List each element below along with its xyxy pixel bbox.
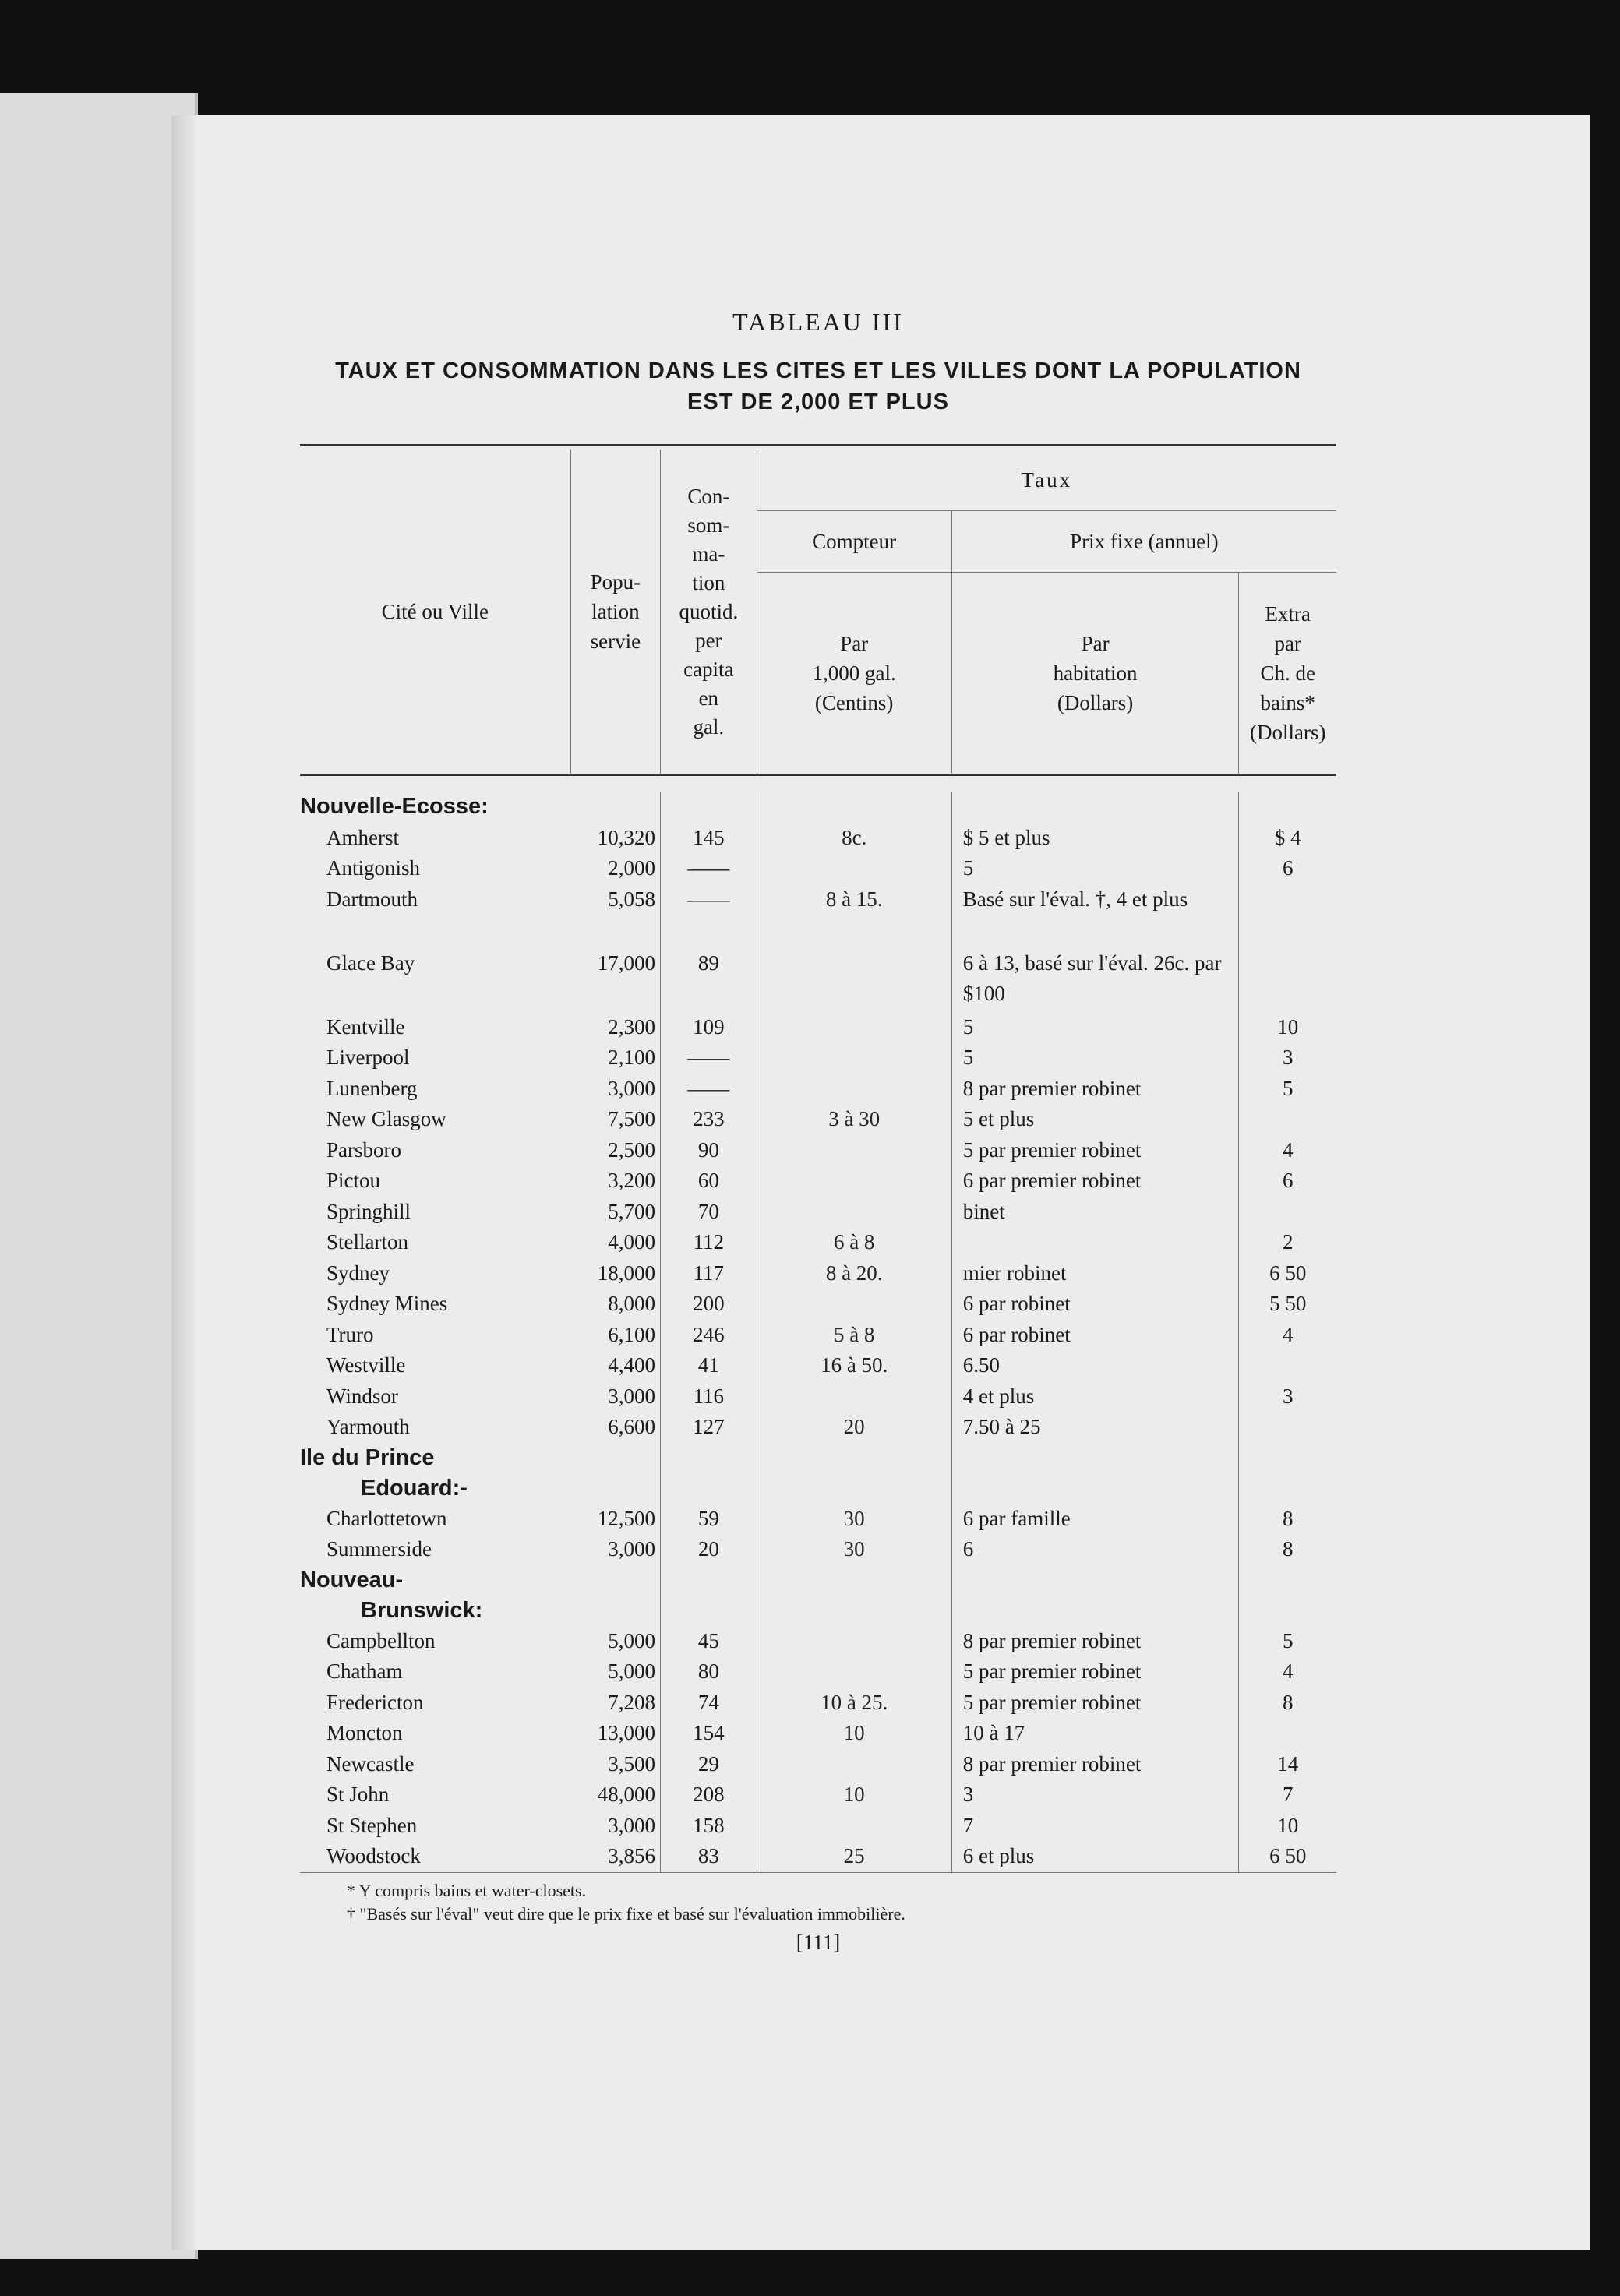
footnotes: [300, 1879, 1336, 1926]
table-row: [300, 1656, 1336, 1688]
fixed-rate-cell: 3: [951, 1779, 1239, 1811]
city-name: St John: [326, 1783, 390, 1806]
fixed-rate-cell: 6 à 13, basé sur l'éval. 26c. par $100: [951, 948, 1239, 1012]
city-name: Liverpool: [326, 1046, 410, 1069]
col-par-habitation: Par habitation (Dollars): [951, 573, 1239, 775]
empty-cell: [757, 1443, 951, 1504]
consumption-cell: 208: [661, 1779, 757, 1811]
city-name: Amherst: [326, 825, 399, 849]
consumption-cell: 29: [661, 1749, 757, 1780]
empty-cell: [757, 1565, 951, 1626]
city-name: Stellarton: [326, 1230, 408, 1254]
heading-line-2: EST DE 2,000 ET PLUS: [687, 390, 949, 414]
city-name: Windsor: [326, 1384, 398, 1408]
bath-extra-cell: 10: [1277, 1014, 1299, 1039]
bath-extra-cell: [1239, 1104, 1336, 1135]
meter-rate-cell: 5 à 8: [757, 1320, 951, 1351]
city-name: Lunenberg: [326, 1076, 418, 1100]
city-name: Dartmouth: [326, 887, 418, 911]
left-page-edge: [0, 93, 198, 2259]
meter-rate-cell: [757, 1135, 951, 1166]
bath-extra-cell: [1239, 884, 1336, 948]
population-cell: 4,400: [570, 1350, 660, 1381]
city-name: Charlottetown: [326, 1506, 447, 1530]
table-row: [300, 1320, 1336, 1351]
city-name: Pictou: [326, 1169, 381, 1192]
meter-rate-cell: 20: [757, 1412, 951, 1443]
bath-extra-cell: [1239, 948, 1336, 1012]
table-title: TABLEAU III: [732, 308, 904, 336]
province-name-line-2: Brunswick:: [361, 1597, 483, 1623]
table-row: [300, 1626, 1336, 1657]
meter-rate-cell: [757, 853, 951, 884]
col-par-1000: Par 1,000 gal. (Centins): [757, 573, 951, 775]
meter-rate-cell: 30: [757, 1534, 951, 1565]
consumption-cell: 41: [661, 1350, 757, 1381]
population-cell: 10,320: [570, 823, 660, 854]
bath-extra-cell: 5: [1282, 1628, 1294, 1652]
city-name: Fredericton: [326, 1690, 424, 1714]
population-cell: 48,000: [570, 1779, 660, 1811]
consumption-cell: 109: [661, 1012, 757, 1043]
consumption-cell: 112: [661, 1227, 757, 1258]
meter-rate-cell: 8c.: [757, 823, 951, 854]
meter-rate-cell: 16 à 50.: [757, 1350, 951, 1381]
table-row: [300, 884, 1336, 948]
empty-cell: [951, 792, 1239, 823]
table-row: [300, 1227, 1336, 1258]
bath-extra-cell: 4: [1282, 1659, 1294, 1683]
table-row: [300, 1841, 1336, 1872]
table-row: [300, 1811, 1336, 1842]
population-cell: 3,856: [570, 1841, 660, 1872]
meter-rate-cell: [757, 1074, 951, 1105]
meter-rate-cell: 8 à 15.: [757, 884, 951, 948]
province-name: [300, 1443, 570, 1504]
table-row: [300, 1688, 1336, 1719]
bath-extra-cell: 3: [1282, 1046, 1294, 1069]
consumption-cell: 154: [661, 1718, 757, 1749]
fixed-rate-cell: binet: [951, 1197, 1239, 1228]
meter-rate-cell: [757, 1012, 951, 1043]
table-row: [300, 1258, 1336, 1289]
population-cell: 5,058: [570, 884, 660, 948]
table-row: [300, 1718, 1336, 1749]
population-cell: 8,000: [570, 1289, 660, 1320]
population-cell: 5,700: [570, 1197, 660, 1228]
table-row: [300, 1197, 1336, 1228]
consumption-cell: 80: [661, 1656, 757, 1688]
fixed-rate-cell: 6.50: [951, 1350, 1239, 1381]
table-header: [300, 446, 1336, 792]
consumption-cell: 74: [661, 1688, 757, 1719]
empty-cell: [1239, 1443, 1336, 1504]
province-row: [300, 792, 1336, 823]
table-row: [300, 948, 1336, 1012]
bath-extra-cell: 5 50: [1269, 1292, 1307, 1315]
city-name: Woodstock: [326, 1844, 421, 1867]
consumption-cell: ——: [661, 1042, 757, 1074]
empty-cell: [1239, 792, 1336, 823]
consumption-cell: 127: [661, 1412, 757, 1443]
table-row: [300, 853, 1336, 884]
document-content: [300, 308, 1336, 1955]
bath-extra-cell: 6: [1282, 1169, 1294, 1192]
empty-cell: [757, 792, 951, 823]
footnote-eval: † "Basés sur l'éval" veut dire que le prix fixe et basé sur l'évaluation immobilière.: [347, 1903, 905, 1924]
col-population: Popu- lation servie: [570, 450, 660, 775]
binding-gutter: [171, 115, 195, 2250]
meter-rate-cell: [757, 1381, 951, 1413]
city-name: Glace Bay: [326, 950, 415, 975]
bath-extra-cell: [1239, 1412, 1336, 1443]
meter-rate-cell: 10 à 25.: [757, 1688, 951, 1719]
rates-table: [300, 444, 1336, 1875]
meter-rate-cell: [757, 1042, 951, 1074]
population-cell: 3,200: [570, 1166, 660, 1197]
meter-rate-cell: 8 à 20.: [757, 1258, 951, 1289]
fixed-rate-cell: 5: [951, 1012, 1239, 1043]
population-cell: 7,208: [570, 1688, 660, 1719]
table-row: [300, 1350, 1336, 1381]
bath-extra-cell: 8: [1282, 1537, 1294, 1561]
meter-rate-cell: 10: [757, 1718, 951, 1749]
consumption-cell: ——: [661, 1074, 757, 1105]
city-name: St Stephen: [326, 1813, 418, 1837]
page-number: [111]: [796, 1930, 841, 1954]
consumption-cell: 246: [661, 1320, 757, 1351]
col-prix-fixe: Prix fixe (annuel): [951, 511, 1336, 573]
population-cell: 3,000: [570, 1074, 660, 1105]
fixed-rate-cell: $ 5 et plus: [951, 823, 1239, 854]
meter-rate-cell: [757, 1166, 951, 1197]
empty-cell: [951, 1443, 1239, 1504]
city-name: Kentville: [326, 1014, 405, 1039]
population-cell: 3,500: [570, 1749, 660, 1780]
population-cell: 2,300: [570, 1012, 660, 1043]
fixed-rate-cell: 5 par premier robinet: [951, 1656, 1239, 1688]
fixed-rate-cell: 7.50 à 25: [951, 1412, 1239, 1443]
city-name: Truro: [326, 1322, 374, 1346]
fixed-rate-cell: 7: [951, 1811, 1239, 1842]
fixed-rate-cell: 6: [951, 1534, 1239, 1565]
fixed-rate-cell: 6 par robinet: [951, 1289, 1239, 1320]
fixed-rate-cell: 8 par premier robinet: [951, 1074, 1239, 1105]
table-row: [300, 1779, 1336, 1811]
bath-extra-cell: 3: [1282, 1384, 1294, 1408]
province-name-line-2: Edouard:-: [361, 1475, 468, 1501]
meter-rate-cell: [757, 1811, 951, 1842]
population-cell: 12,500: [570, 1504, 660, 1535]
bath-extra-cell: 4: [1282, 1322, 1294, 1346]
bath-extra-cell: 6 50: [1269, 1261, 1307, 1285]
city-name: Summerside: [326, 1537, 432, 1561]
bath-extra-cell: 4: [1282, 1137, 1294, 1162]
table-row: [300, 1504, 1336, 1535]
fixed-rate-cell: [951, 1227, 1239, 1258]
consumption-cell: 158: [661, 1811, 757, 1842]
consumption-cell: ——: [661, 853, 757, 884]
empty-cell: [570, 1565, 660, 1626]
city-name: Campbellton: [326, 1628, 436, 1652]
consumption-cell: 20: [661, 1534, 757, 1565]
empty-cell: [951, 1565, 1239, 1626]
col-compteur: Compteur: [757, 511, 951, 573]
empty-cell: [661, 1443, 757, 1504]
bath-extra-cell: [1239, 1718, 1336, 1749]
bath-extra-cell: [1239, 1197, 1336, 1228]
bath-extra-cell: 7: [1282, 1783, 1294, 1806]
population-cell: 2,000: [570, 853, 660, 884]
meter-rate-cell: 10: [757, 1779, 951, 1811]
meter-rate-cell: 30: [757, 1504, 951, 1535]
population-cell: 4,000: [570, 1227, 660, 1258]
city-name: Springhill: [326, 1199, 411, 1223]
consumption-cell: 83: [661, 1841, 757, 1872]
city-name: Yarmouth: [326, 1415, 410, 1438]
fixed-rate-cell: 4 et plus: [951, 1381, 1239, 1413]
fixed-rate-cell: 8 par premier robinet: [951, 1626, 1239, 1657]
fixed-rate-cell: 6 par robinet: [951, 1320, 1239, 1351]
bath-extra-cell: $ 4: [1274, 825, 1301, 849]
city-name: Sydney: [326, 1261, 390, 1285]
table-row: [300, 823, 1336, 854]
fixed-rate-cell: 5: [951, 853, 1239, 884]
table-heading: [300, 355, 1336, 418]
province-name-line-1: Nouvelle-Ecosse:: [300, 794, 489, 819]
table-row: [300, 1381, 1336, 1413]
population-cell: 6,600: [570, 1412, 660, 1443]
population-cell: 6,100: [570, 1320, 660, 1351]
table-row: [300, 1074, 1336, 1105]
table-row: [300, 1749, 1336, 1780]
city-name: Newcastle: [326, 1751, 415, 1776]
consumption-cell: ——: [661, 884, 757, 948]
fixed-rate-cell: Basé sur l'éval. †, 4 et plus: [951, 884, 1239, 948]
consumption-cell: 60: [661, 1166, 757, 1197]
bath-extra-cell: 5: [1282, 1076, 1294, 1100]
bath-extra-cell: 14: [1277, 1751, 1299, 1776]
fixed-rate-cell: 5 par premier robinet: [951, 1688, 1239, 1719]
empty-cell: [570, 792, 660, 823]
table-row: [300, 1166, 1336, 1197]
bath-extra-cell: 6 50: [1269, 1844, 1307, 1867]
population-cell: 7,500: [570, 1104, 660, 1135]
population-cell: 2,500: [570, 1135, 660, 1166]
consumption-cell: 145: [661, 823, 757, 854]
heading-line-1: TAUX ET CONSOMMATION DANS LES CITES ET LES VILLES DONT LA POPULATION: [335, 358, 1301, 383]
table-row: [300, 1012, 1336, 1043]
population-cell: 2,100: [570, 1042, 660, 1074]
meter-rate-cell: 3 à 30: [757, 1104, 951, 1135]
meter-rate-cell: [757, 1626, 951, 1657]
population-cell: 17,000: [570, 948, 660, 1012]
population-cell: 18,000: [570, 1258, 660, 1289]
table-row: [300, 1412, 1336, 1443]
meter-rate-cell: [757, 948, 951, 1012]
population-cell: 5,000: [570, 1626, 660, 1657]
table-body: [300, 792, 1336, 1872]
fixed-rate-cell: 5: [951, 1042, 1239, 1074]
consumption-cell: 116: [661, 1381, 757, 1413]
consumption-cell: 70: [661, 1197, 757, 1228]
province-row: [300, 1565, 1336, 1626]
consumption-cell: 117: [661, 1258, 757, 1289]
col-taux: Taux: [757, 450, 1336, 511]
bath-extra-cell: [1239, 1350, 1336, 1381]
meter-rate-cell: [757, 1197, 951, 1228]
footnote-bath: * Y compris bains et water-closets.: [347, 1880, 587, 1900]
meter-rate-cell: 25: [757, 1841, 951, 1872]
empty-cell: [661, 792, 757, 823]
province-name: [300, 792, 570, 823]
city-name: Moncton: [326, 1721, 403, 1744]
province-name-line-1: Ile du Prince: [300, 1444, 435, 1470]
city-name: Chatham: [326, 1659, 403, 1683]
consumption-cell: 59: [661, 1504, 757, 1535]
city-name: Westville: [326, 1353, 406, 1377]
table-row: [300, 1104, 1336, 1135]
empty-cell: [570, 1443, 660, 1504]
bath-extra-cell: 8: [1282, 1506, 1294, 1530]
consumption-cell: 233: [661, 1104, 757, 1135]
province-row: [300, 1443, 1336, 1504]
population-cell: 3,000: [570, 1381, 660, 1413]
empty-cell: [661, 1565, 757, 1626]
col-consumption: Con- som- ma- tion quotid. per capita en gal.: [661, 450, 757, 775]
table-row: [300, 1534, 1336, 1565]
city-name: Sydney Mines: [326, 1292, 448, 1315]
city-name: Parsboro: [326, 1137, 401, 1162]
province-name-line-1: Nouveau-: [300, 1567, 404, 1592]
population-cell: 5,000: [570, 1656, 660, 1688]
bath-extra-cell: 6: [1282, 856, 1294, 880]
fixed-rate-cell: 5 et plus: [951, 1104, 1239, 1135]
fixed-rate-cell: 5 par premier robinet: [951, 1135, 1239, 1166]
fixed-rate-cell: 6 et plus: [951, 1841, 1239, 1872]
fixed-rate-cell: 8 par premier robinet: [951, 1749, 1239, 1780]
bath-extra-cell: 10: [1277, 1813, 1299, 1837]
bath-extra-cell: 8: [1282, 1690, 1294, 1714]
province-name: [300, 1565, 570, 1626]
consumption-cell: 200: [661, 1289, 757, 1320]
meter-rate-cell: [757, 1656, 951, 1688]
bath-extra-cell: 2: [1282, 1230, 1294, 1254]
population-cell: 3,000: [570, 1811, 660, 1842]
table-row: [300, 1042, 1336, 1074]
col-city: Cité ou Ville: [300, 450, 570, 775]
consumption-cell: 90: [661, 1135, 757, 1166]
fixed-rate-cell: 6 par famille: [951, 1504, 1239, 1535]
consumption-cell: 45: [661, 1626, 757, 1657]
table-row: [300, 1135, 1336, 1166]
consumption-cell: 89: [661, 948, 757, 1012]
col-extra: Extra par Ch. de bains* (Dollars): [1239, 573, 1336, 775]
city-name: Antigonish: [326, 856, 421, 880]
meter-rate-cell: [757, 1289, 951, 1320]
population-cell: 3,000: [570, 1534, 660, 1565]
fixed-rate-cell: 10 à 17: [951, 1718, 1239, 1749]
empty-cell: [1239, 1565, 1336, 1626]
city-name: New Glasgow: [326, 1107, 446, 1130]
population-cell: 13,000: [570, 1718, 660, 1749]
meter-rate-cell: 6 à 8: [757, 1227, 951, 1258]
fixed-rate-cell: mier robinet: [951, 1258, 1239, 1289]
fixed-rate-cell: 6 par premier robinet: [951, 1166, 1239, 1197]
meter-rate-cell: [757, 1749, 951, 1780]
table-row: [300, 1289, 1336, 1320]
